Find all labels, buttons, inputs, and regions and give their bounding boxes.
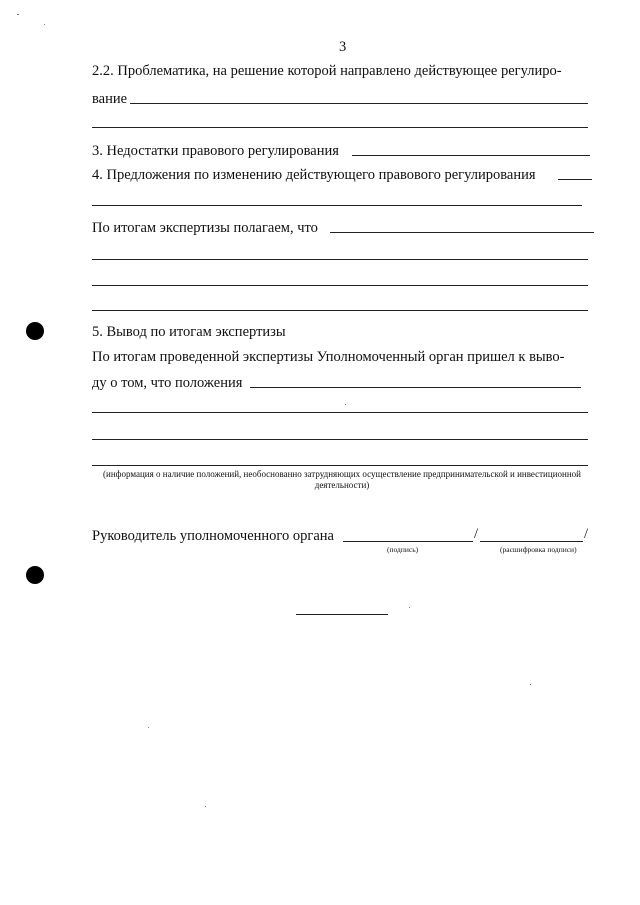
signature-caption: (подпись) (387, 545, 419, 554)
section-2-2-blank-2 (92, 127, 588, 128)
scan-speck (148, 727, 149, 728)
scan-speck (205, 806, 206, 807)
signature-blank (343, 541, 473, 542)
binder-hole-2 (26, 566, 44, 584)
page-number: 3 (339, 39, 347, 55)
scan-speck (530, 684, 531, 685)
signature-decoding-blank (480, 541, 583, 542)
scan-speck (345, 404, 346, 405)
conclusion-blank-4 (92, 310, 588, 311)
section-5-blank-3 (92, 439, 588, 440)
footnote-caption: (информация о наличие положений, необоснованно затрудняющих осуществление предпринимательской и инвестиционной деятельности) (103, 469, 581, 490)
section-4-blank-2 (92, 205, 582, 206)
section-5-line1: По итогам проведенной экспертизы Уполномоченный орган пришел к выво- (92, 349, 565, 365)
end-separator (296, 614, 388, 615)
section-5-blank-4 (92, 465, 588, 466)
section-2-2-line1: 2.2. Проблематика, на решение которой направлено действующее регулиро- (92, 63, 562, 79)
signature-label: Руководитель уполномоченного органа (92, 528, 334, 544)
signature-slash-2: / (584, 526, 589, 542)
conclusion-blank-1 (330, 232, 594, 233)
signature-decoding-caption: (расшифровка подписи) (500, 545, 577, 554)
section-4-blank-1 (558, 179, 592, 180)
conclusion-intro: По итогам экспертизы полагаем, что (92, 220, 318, 236)
signature-slash-1: / (474, 526, 479, 542)
scan-speck (44, 24, 45, 25)
scan-speck (17, 14, 19, 15)
section-5-blank-1 (250, 387, 581, 388)
section-2-2-line2: вание (92, 91, 128, 107)
section-4-heading: 4. Предложения по изменению действующего правового регулирования (92, 167, 536, 183)
section-3-blank (352, 155, 590, 156)
conclusion-blank-2 (92, 259, 588, 260)
section-2-2-blank-1 (130, 103, 588, 104)
section-3-heading: 3. Недостатки правового регулирования (92, 143, 339, 159)
section-5-heading: 5. Вывод по итогам экспертизы (92, 324, 286, 340)
scan-speck (409, 607, 410, 608)
section-5-line2: ду о том, что положения (92, 375, 243, 391)
section-5-blank-2 (92, 412, 588, 413)
binder-hole-1 (26, 322, 44, 340)
conclusion-blank-3 (92, 285, 588, 286)
